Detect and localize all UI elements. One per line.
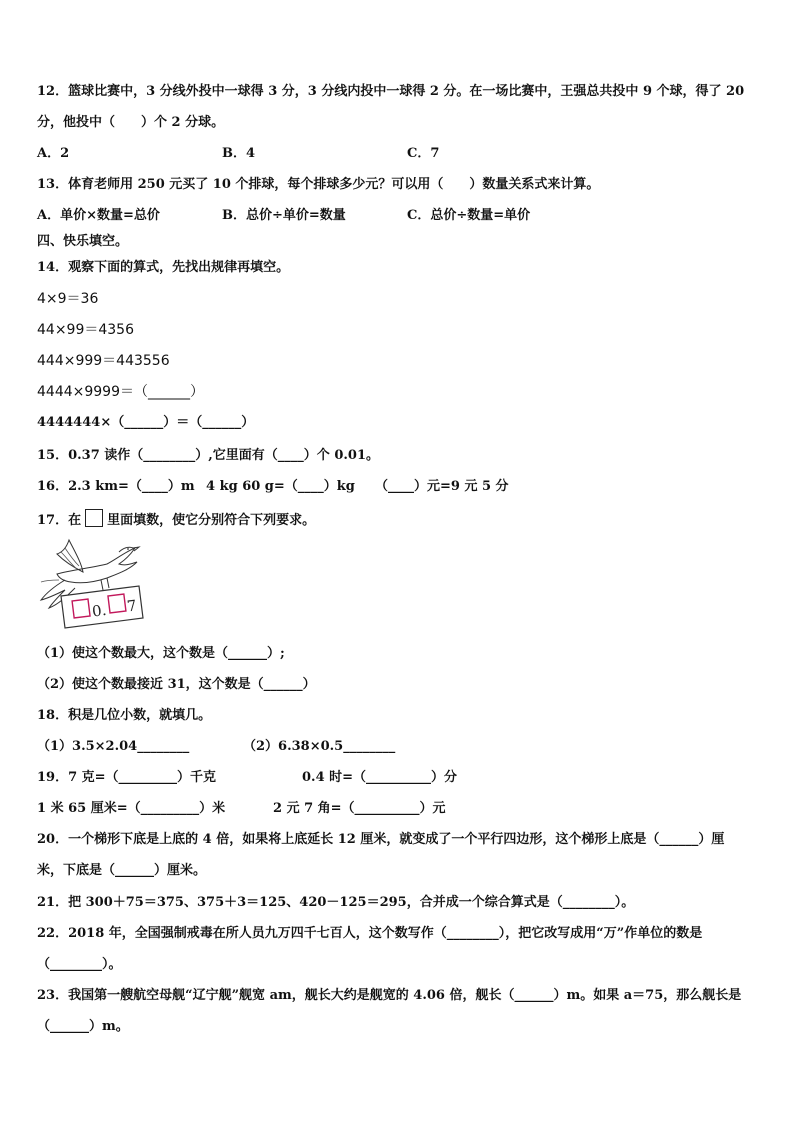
q19-part-a: 19．7 克=（_________）千克 xyxy=(37,770,217,785)
q17-stem-before: 17．在 xyxy=(37,513,82,528)
q12-line2: 分，他投中（ ）个 2 分球。 xyxy=(37,115,225,130)
q18-stem: 18．积是几位小数，就填几。 xyxy=(37,708,212,723)
q15: 15．0.37 读作（________）,它里面有（____）个 0.01。 xyxy=(37,448,379,463)
card-digit-zero: 0. xyxy=(91,600,108,621)
q23-line2: （______）m。 xyxy=(37,1019,129,1034)
q16-part1: 16．2.3 km=（____）m xyxy=(37,479,195,494)
q13-stem: 13．体育老师用 250 元买了 10 个排球，每个排球多少元？可以用（ ）数量关系式来计算。 xyxy=(37,177,600,192)
q18-sub2: （2）6.38×0.5________ xyxy=(243,739,396,754)
q14-equation-2: 44×99＝4356 xyxy=(37,322,134,338)
q14-stem: 14．观察下面的算式，先找出规律再填空。 xyxy=(37,260,290,275)
q14-equation-3: 444×999＝443556 xyxy=(37,353,170,369)
section-heading: 四、快乐填空。 xyxy=(37,234,129,249)
q23-line1: 23．我国第一艘航空母舰“辽宁舰”舰宽 am，舰长大约是舰宽的 4.06 倍，舰长（______）m。如果 a＝75，那么舰长是 xyxy=(37,988,742,1003)
q22-line1: 22．2018 年，全国强制戒毒在所人员九万四千七百人，这个数写作（________），把它改写成用“万”作单位的数是 xyxy=(37,926,703,941)
q12-option-b: B．4 xyxy=(222,146,256,161)
q19-part-c: 1 米 65 厘米=（_________）米 xyxy=(37,801,226,816)
q17-sub1: （1）使这个数最大，这个数是（______）; xyxy=(37,646,285,661)
q19-part-b: 0.4 时=（__________）分 xyxy=(302,770,458,785)
q17-stem xyxy=(37,509,315,530)
q13-option-c: C．总价÷数量=单价 xyxy=(407,208,531,223)
q22-line2: （________）。 xyxy=(37,957,122,972)
q18-sub1: （1）3.5×2.04________ xyxy=(37,739,190,754)
q20-line1: 20．一个梯形下底是上底的 4 倍，如果将上底延长 12 厘米，就变成了一个平行四边形，这个梯形上底是（______）厘 xyxy=(37,832,725,847)
q12-option-c: C．7 xyxy=(407,146,440,161)
q13-option-a: A．单价×数量=总价 xyxy=(37,208,160,223)
q21: 21．把 300＋75＝375、375＋3＝125、420－125＝295，合并成一个综合算式是（________）。 xyxy=(37,895,635,910)
q14-equation-5: 4444444×（______）＝（______） xyxy=(37,415,255,430)
q12-option-a: A．2 xyxy=(37,146,70,161)
blank-box-icon xyxy=(85,509,103,527)
q17-sub2: （2）使这个数最接近 31，这个数是（______） xyxy=(37,677,316,692)
q13-option-b: B．总价÷单价=数量 xyxy=(222,208,346,223)
q17-stem-after: 里面填数，使它分别符合下列要求。 xyxy=(107,513,316,528)
q14-equation-4: 4444×9999＝（______） xyxy=(37,384,204,400)
q16-part2: 4 kg 60 g=（____）kg xyxy=(206,479,355,494)
q12-line1: 12．篮球比赛中，3 分线外投中一球得 3 分，3 分线内投中一球得 2 分。在一场比赛中，王强总共投中 9 个球，得了 20 xyxy=(37,84,745,99)
q16-part3: （____）元=9 元 5 分 xyxy=(375,479,509,494)
card-digit-seven: 7 xyxy=(125,596,138,616)
bird-carrying-card-illustration xyxy=(35,534,145,634)
q19-part-d: 2 元 7 角=（__________）元 xyxy=(273,801,446,816)
q14-equation-1: 4×9＝36 xyxy=(37,291,99,307)
q20-line2: 米，下底是（______）厘米。 xyxy=(37,863,207,878)
